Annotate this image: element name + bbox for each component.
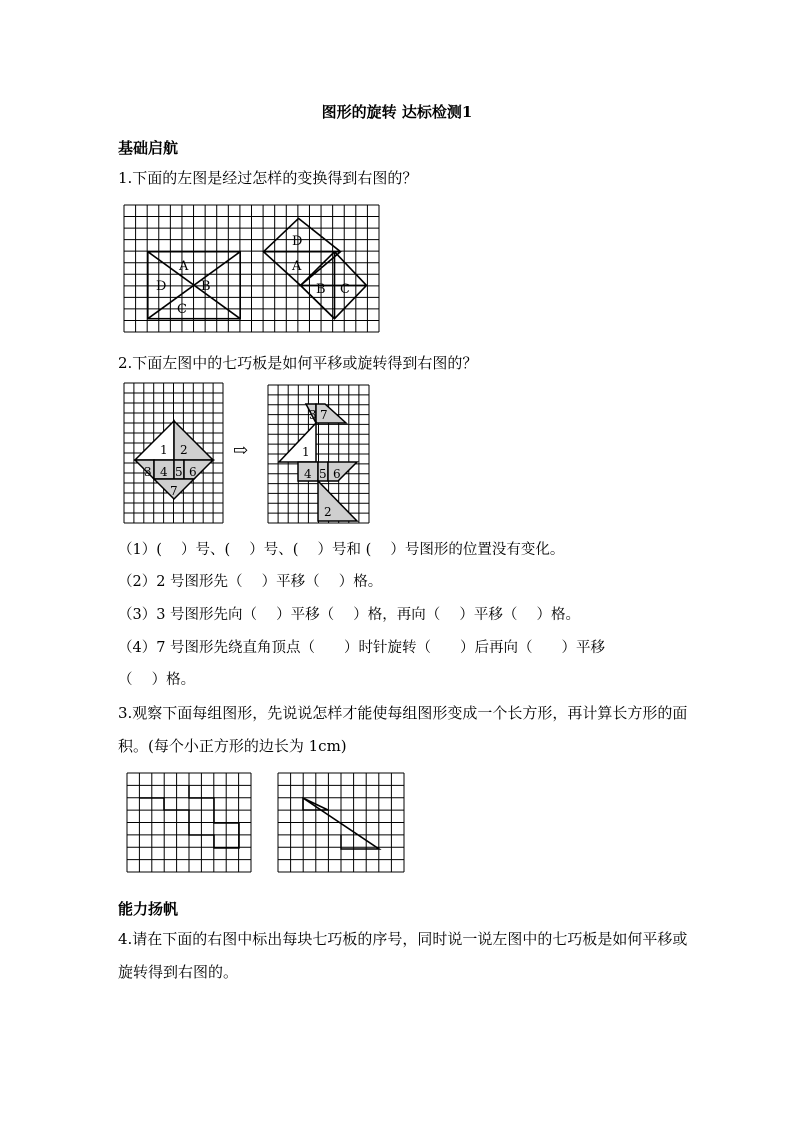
section-ability: 能力扬帆 <box>118 900 179 918</box>
q1-label-a: A <box>179 259 189 274</box>
q1-right-label-a: A <box>292 259 302 274</box>
question-4: 4.请在下面的右图中标出每块七巧板的序号，同时说一说左图中的七巧板是如何平移或旋转得到右图的。 <box>118 930 688 981</box>
q1-right-label-c: C <box>340 282 350 297</box>
q2-right-label-7: 7 <box>320 408 328 422</box>
q2-right-label-3: 3 <box>309 408 317 422</box>
q3-left-figure <box>127 773 252 873</box>
q2-left-label-1: 1 <box>160 443 168 457</box>
blank-4: （4）7 号图形先绕直角顶点（ ）时针旋转（ ）后再向（ ）平移 <box>118 640 606 656</box>
page-title: 图形的旋转 达标检测1 <box>321 103 473 121</box>
q2-right-label-5: 5 <box>319 467 327 481</box>
q3-right-grid <box>278 773 404 872</box>
q2-right-figure <box>268 385 370 525</box>
q1-right-label-b: B <box>316 282 326 297</box>
question-3: 3.观察下面每组图形，先说说怎样才能使每组图形变成一个长方形，再计算长方形的面积。(每个小正方形的边长为 1cm) <box>118 704 688 755</box>
blank-5: （ ）格。 <box>118 672 196 688</box>
q1-figure <box>124 205 380 333</box>
r-piece-1 <box>279 423 316 462</box>
blank-3: （3）3 号图形先向（ ）平移（ ）格，再向（ ）平移（ ）格。 <box>118 607 580 623</box>
q2-left-figure <box>124 383 224 525</box>
question-1: 1.下面的左图是经过怎样的变换得到右图的？ <box>118 169 418 187</box>
q2-right-label-2: 2 <box>324 505 332 519</box>
question-2: 2.下面左图中的七巧板是如何平移或旋转得到右图的？ <box>118 354 478 372</box>
q2-right-label-6: 6 <box>333 467 341 481</box>
q1-label-c: C <box>177 302 187 317</box>
q2-right-label-1: 1 <box>302 445 310 459</box>
q1-label-b: B <box>201 279 211 294</box>
q2-left-label-7: 7 <box>170 484 178 498</box>
piece-1 <box>135 421 174 460</box>
q2-left-label-3: 3 <box>144 465 152 479</box>
q2-left-label-6: 6 <box>189 465 197 479</box>
q2-right-label-4: 4 <box>304 467 312 481</box>
q3-right-figure <box>278 773 405 873</box>
q2-left-label-4: 4 <box>160 465 168 479</box>
blank-1: （1）( ）号、( ）号、( ）号和 ( ）号图形的位置没有变化。 <box>118 542 565 558</box>
q2-left-label-5: 5 <box>175 465 183 479</box>
section-basic: 基础启航 <box>118 139 179 157</box>
blank-2: （2）2 号图形先（ ）平移（ ）格。 <box>118 574 383 590</box>
q2-left-label-2: 2 <box>180 443 188 457</box>
q1-right-label-d: D <box>292 234 303 249</box>
transform-arrow: ⇨ <box>233 440 249 461</box>
q1-label-d: D <box>156 279 167 294</box>
